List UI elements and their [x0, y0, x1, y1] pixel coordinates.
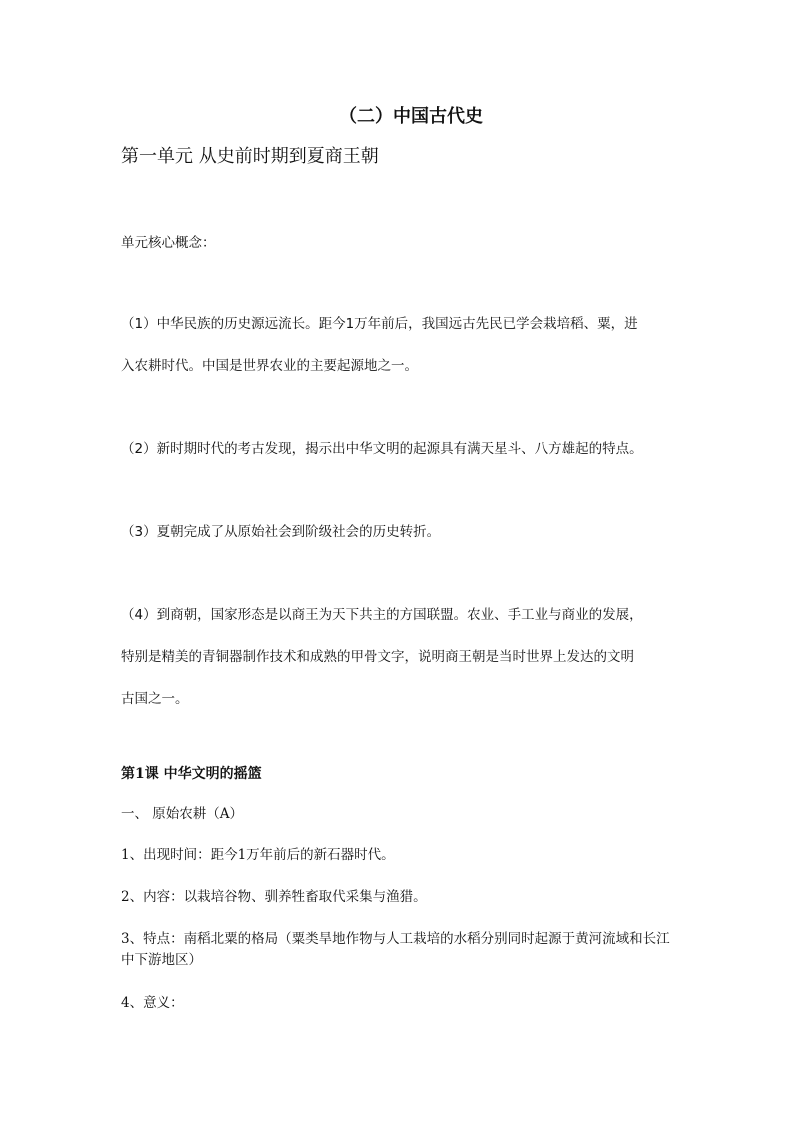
unit-title: 第一单元 从史前时期到夏商王朝	[121, 146, 379, 167]
paragraph-4-line-3: 古国之一。	[121, 691, 189, 707]
paragraph-3: （3）夏朝完成了从原始社会到阶级社会的历史转折。	[121, 524, 441, 540]
paragraph-4-line-2: 特别是精美的青铜器制作技术和成熟的甲骨文字，说明商王朝是当时世界上发达的文明	[121, 649, 634, 665]
page-title: （二）中国古代史	[339, 106, 483, 127]
paragraph-2: （2）新时期时代的考古发现，揭示出中华文明的起源具有满天星斗、八方雄起的特点。	[121, 441, 643, 457]
paragraph-1-line-1: （1）中华民族的历史源远流长。距今1万年前后，我国远古先民已学会栽培稻、粟，进	[121, 316, 638, 332]
paragraph-1-line-2: 入农耕时代。中国是世界农业的主要起源地之一。	[121, 358, 418, 374]
paragraph-4-line-1: （4）到商朝，国家形态是以商王为天下共主的方国联盟。农业、手工业与商业的发展，	[121, 607, 643, 623]
list-item-3: 3、特点：南稻北粟的格局（粟类旱地作物与人工栽培的水稻分别同时起源于黄河流域和长江中下游地区）	[121, 931, 670, 968]
list-item-1: 1、出现时间：距今1万年前后的新石器时代。	[121, 847, 395, 863]
list-item-2: 2、内容：以栽培谷物、驯养牲畜取代采集与渔猎。	[121, 889, 427, 905]
lesson-title: 第1课 中华文明的摇篮	[121, 766, 262, 782]
core-concept-label: 单元核心概念：	[121, 235, 216, 251]
section-heading-1: 一、 原始农耕（A）	[121, 806, 244, 822]
list-item-4: 4、意义：	[121, 995, 184, 1011]
